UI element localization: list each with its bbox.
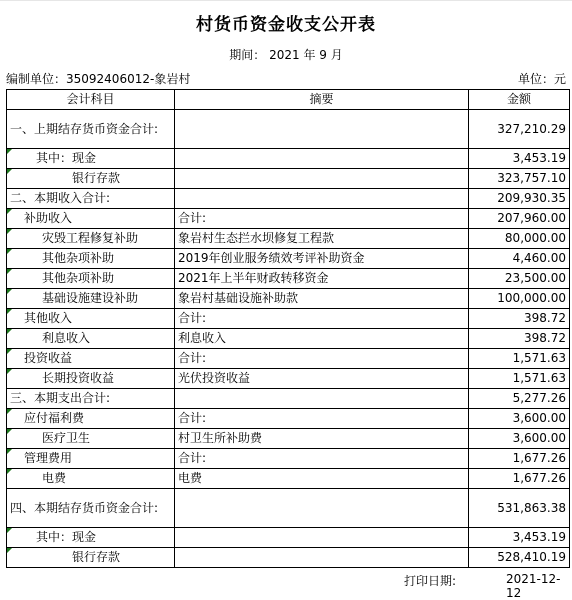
cell-summary[interactable] [175, 189, 469, 209]
cell-subject[interactable] [7, 329, 175, 349]
cell-summary[interactable]: 利息收入 [175, 329, 469, 349]
subject-text: 利息收入 [42, 331, 91, 345]
header-summary: 摘要 [175, 90, 469, 110]
cell-marker-icon [7, 349, 12, 354]
table-row [7, 329, 570, 349]
cell-subject[interactable] [7, 528, 175, 548]
cell-marker-icon [7, 548, 12, 553]
cell-subject[interactable] [7, 389, 175, 409]
cell-summary[interactable] [175, 169, 469, 189]
table-row [7, 528, 570, 548]
cell-marker-icon [7, 469, 12, 474]
cell-marker-icon [7, 369, 12, 374]
cell-summary[interactable]: 合计: [175, 409, 469, 429]
cell-amount[interactable]: 3,453.19 [469, 528, 570, 548]
report-period: 期间： 2021 年 9 月 [229, 48, 343, 62]
table-row [7, 289, 570, 309]
cell-summary[interactable] [175, 548, 469, 568]
table-row [7, 229, 570, 249]
cell-summary[interactable]: 合计: [175, 209, 469, 229]
subject-text: 银行存款 [72, 171, 121, 185]
cell-marker-icon [7, 528, 12, 533]
subject-text: 二、本期收入合计: [10, 191, 111, 205]
cell-subject[interactable] [7, 349, 175, 369]
cell-summary[interactable]: 合计: [175, 309, 469, 329]
table-row [7, 209, 570, 229]
cell-marker-icon [7, 429, 12, 434]
subject-text: 补助收入 [24, 211, 73, 225]
cell-subject[interactable] [7, 269, 175, 289]
cell-summary[interactable]: 电费 [175, 469, 469, 489]
cell-subject[interactable] [7, 429, 175, 449]
report-title: 村货币资金收支公开表 [196, 15, 376, 35]
cell-amount[interactable]: 327,210.29 [469, 110, 570, 149]
subject-text: 四、本期结存货币资金合计: [10, 500, 159, 515]
ledger-table [6, 89, 570, 568]
cell-marker-icon [7, 269, 12, 274]
table-row [7, 548, 570, 568]
cell-marker-icon [7, 449, 12, 454]
cell-marker-icon [7, 169, 12, 174]
cell-subject[interactable] [7, 548, 175, 568]
subject-text: 应付福利费 [24, 411, 85, 425]
cell-summary[interactable]: 光伏投资收益 [175, 369, 469, 389]
cell-amount[interactable]: 398.72 [469, 309, 570, 329]
cell-summary[interactable]: 2021年上半年财政转移资金 [175, 269, 469, 289]
subject-text: 其他收入 [24, 311, 73, 325]
table-row [7, 429, 570, 449]
table-row [7, 269, 570, 289]
cell-subject[interactable] [7, 189, 175, 209]
cell-amount[interactable]: 3,600.00 [469, 429, 570, 449]
cell-subject[interactable] [7, 229, 175, 249]
subject-text: 其中：现金 [36, 530, 97, 544]
subject-text: 灾毁工程修复补助 [42, 231, 139, 245]
table-row [7, 369, 570, 389]
header-amount: 金额 [469, 90, 570, 110]
cell-summary[interactable]: 合计: [175, 449, 469, 469]
cell-subject[interactable] [7, 369, 175, 389]
cell-summary[interactable] [175, 489, 469, 528]
cell-amount[interactable]: 398.72 [469, 329, 570, 349]
cell-subject[interactable] [7, 489, 175, 528]
subject-text: 长期投资收益 [42, 371, 115, 385]
cell-summary[interactable]: 村卫生所补助费 [175, 429, 469, 449]
cell-amount[interactable]: 323,757.10 [469, 169, 570, 189]
cell-amount[interactable]: 100,000.00 [469, 289, 570, 309]
cell-amount[interactable]: 207,960.00 [469, 209, 570, 229]
cell-amount[interactable]: 3,600.00 [469, 409, 570, 429]
table-row [7, 110, 570, 149]
cell-subject[interactable] [7, 409, 175, 429]
cell-summary[interactable] [175, 528, 469, 548]
table-row [7, 349, 570, 369]
cell-marker-icon [7, 249, 12, 254]
cell-subject[interactable] [7, 249, 175, 269]
subject-text: 其中：现金 [36, 151, 97, 165]
cell-marker-icon [7, 409, 12, 414]
cell-amount[interactable]: 80,000.00 [469, 229, 570, 249]
subject-text: 基础设施建设补助 [42, 291, 139, 305]
cell-amount[interactable]: 1,677.26 [469, 469, 570, 489]
print-date-label: 打印日期: [404, 574, 457, 588]
subject-text: 一、上期结存货币资金合计: [10, 121, 159, 136]
table-row [7, 449, 570, 469]
cell-subject[interactable] [7, 289, 175, 309]
currency-unit: 单位：元 [517, 72, 566, 86]
table-row [7, 249, 570, 269]
cell-marker-icon [7, 209, 12, 214]
cell-marker-icon [7, 229, 12, 234]
table-row [7, 189, 570, 209]
table-row [7, 389, 570, 409]
cell-subject[interactable] [7, 449, 175, 469]
table-row [7, 149, 570, 169]
table-row [7, 469, 570, 489]
cell-amount[interactable]: 4,460.00 [469, 249, 570, 269]
cell-summary[interactable]: 象岩村基础设施补助款 [175, 289, 469, 309]
cell-subject[interactable] [7, 149, 175, 169]
cell-amount[interactable]: 5,277.26 [469, 389, 570, 409]
cell-amount[interactable]: 23,500.00 [469, 269, 570, 289]
cell-amount[interactable]: 1,571.63 [469, 349, 570, 369]
cell-marker-icon [7, 289, 12, 294]
subject-text: 三、本期支出合计: [10, 391, 111, 405]
subject-text: 电费 [42, 471, 67, 485]
cell-summary[interactable] [175, 389, 469, 409]
cell-summary[interactable]: 合计: [175, 349, 469, 369]
subject-text: 医疗卫生 [42, 431, 91, 445]
compiling-unit: 编制单位：35092406012-象岩村 [6, 72, 191, 86]
subject-text: 投资收益 [24, 351, 73, 365]
table-row [7, 409, 570, 429]
cell-subject[interactable] [7, 309, 175, 329]
cell-marker-icon [7, 309, 12, 314]
cell-amount[interactable]: 3,453.19 [469, 149, 570, 169]
cell-subject[interactable] [7, 469, 175, 489]
cell-summary[interactable] [175, 110, 469, 149]
subject-text: 管理费用 [24, 451, 73, 465]
table-row [7, 309, 570, 329]
header-row [7, 90, 570, 110]
subject-text: 银行存款 [72, 550, 121, 564]
cell-summary[interactable]: 2019年创业服务绩效考评补助资金 [175, 249, 469, 269]
print-date-value: 2021-12-12 [506, 572, 561, 600]
subject-text: 其他杂项补助 [42, 271, 115, 285]
subject-text: 其他杂项补助 [42, 251, 115, 265]
cell-marker-icon [7, 149, 12, 154]
cell-subject[interactable] [7, 110, 175, 149]
cell-amount[interactable]: 1,571.63 [469, 369, 570, 389]
cell-amount[interactable]: 1,677.26 [469, 449, 570, 469]
cell-subject[interactable] [7, 169, 175, 189]
sheet-gridline [0, 0, 572, 1]
cell-marker-icon [7, 329, 12, 334]
cell-amount[interactable]: 528,410.19 [469, 548, 570, 568]
cell-amount[interactable]: 531,863.38 [469, 489, 570, 528]
cell-summary[interactable] [175, 149, 469, 169]
cell-subject[interactable] [7, 209, 175, 229]
cell-amount[interactable]: 209,930.35 [469, 189, 570, 209]
table-row [7, 489, 570, 528]
header-subject: 会计科目 [7, 90, 175, 110]
cell-summary[interactable]: 象岩村生态拦水坝修复工程款 [175, 229, 469, 249]
table-row [7, 169, 570, 189]
